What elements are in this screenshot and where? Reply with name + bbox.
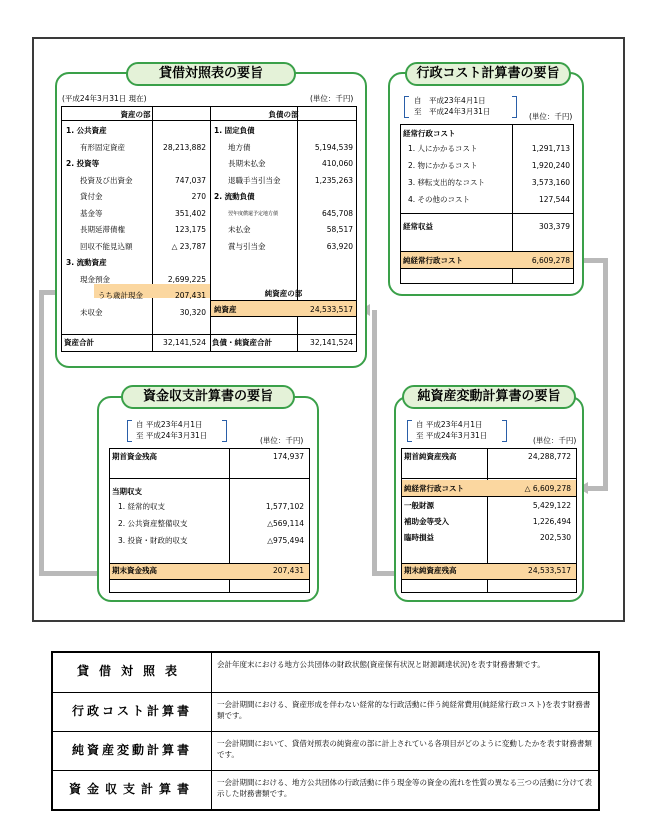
- bs-liability-label: 1. 固定負債: [214, 126, 255, 135]
- nw-item-value: △ 6,609,278: [524, 484, 571, 493]
- glossary-desc: 一会計期間において、貸借対照表の純資産の部に計上されている各項目がどのように変動したかを表す財務書類です。: [217, 739, 592, 759]
- bs-asset-value: 270: [191, 192, 206, 201]
- bs-asset-label: 3. 流動資産: [66, 258, 107, 267]
- bs-liability-label: 長期未払金: [228, 159, 266, 168]
- bs-liab-total-label: 負債・純資産合計: [212, 338, 272, 347]
- bs-asset-label: 貸付金: [80, 192, 103, 201]
- connector-nw-in: [587, 486, 608, 491]
- bs-asset-label: 未収金: [80, 307, 103, 317]
- cf-item-value: △975,494: [267, 536, 304, 545]
- glossary-label: 貸借対照表: [76, 664, 187, 678]
- ac-item-value: 1,291,713: [531, 144, 570, 153]
- bs-liability-value: 63,920: [326, 241, 353, 251]
- bs-asset-label: 回収不能見込額: [80, 241, 133, 251]
- bs-asset-value: 351,402: [174, 208, 206, 218]
- glossary-row-nw: [53, 732, 598, 768]
- ac-item-value: 1,920,240: [531, 161, 570, 170]
- cf-item-value: △569,114: [267, 519, 304, 528]
- nw-start-label: 期首純資産残高: [404, 452, 457, 461]
- statements-glossary: [51, 651, 600, 811]
- ac-net-label: 純経常行政コスト: [403, 256, 463, 265]
- connector-cf-to-bs: [39, 290, 44, 575]
- cf-end-label: 期末資金残高: [112, 566, 157, 575]
- ac-item-label: 1. 人にかかるコスト: [408, 144, 478, 153]
- glossary-desc: 一会計期間における、地方公共団体の行政活動に伴う現金等の資金の流れを性質の異なる三つの活動に分けて表示した財務書類です。: [217, 778, 592, 798]
- cf-item-label: 2. 公共資産整備収支: [118, 519, 188, 528]
- cf-item-label: 1. 経常的収支: [118, 502, 166, 511]
- nw-item-value: 202,530: [539, 533, 571, 542]
- bs-asset-label: 有形固定資産: [80, 142, 125, 152]
- cf-start-value: 174,937: [272, 452, 304, 461]
- glossary-desc: 一会計期間における、資産形成を伴わない経常的な行政活動に伴う純経常費用(純経常行政コスト)を表す財務書類です。: [217, 700, 591, 720]
- bs-liab-total-value: 32,141,524: [310, 338, 353, 347]
- bs-date: (平成24年3月31日 現在): [62, 94, 147, 103]
- admin-cost-title: 行政コスト計算書の要旨: [405, 62, 571, 86]
- nw-item-value: 5,429,122: [532, 501, 571, 510]
- nw-item-label: 純経常行政コスト: [404, 484, 464, 493]
- bs-asset-value: 747,037: [174, 175, 206, 185]
- glossary-label: 資金収支計算書: [68, 782, 195, 796]
- bs-liab-header: 負債の部: [268, 110, 299, 119]
- cf-end-value: 207,431: [272, 566, 304, 575]
- bs-liability-label: 翌年度償還予定地方債: [228, 210, 279, 217]
- bs-liability-label: 退職手当引当金: [228, 175, 281, 185]
- ac-revenue-label: 経常収益: [403, 222, 433, 231]
- ac-revenue-value: 303,379: [538, 222, 570, 231]
- bs-asset-label: うち歳計現金: [98, 291, 143, 300]
- nw-start-value: 24,288,772: [528, 452, 571, 461]
- bs-asset-value: 207,431: [174, 291, 206, 300]
- nw-period-to: 至 平成24年3月31日: [416, 431, 488, 440]
- ac-unit: (単位：千円): [529, 112, 573, 121]
- bs-asset-label: 現金預金: [80, 274, 110, 284]
- cf-section: 当期収支: [112, 487, 142, 496]
- bs-net-label: 純資産: [214, 305, 237, 314]
- bs-liability-label: 未払金: [228, 225, 251, 234]
- ac-period-to: 至 平成24年3月31日: [414, 107, 491, 116]
- bs-net-header: 純資産の部: [264, 289, 303, 298]
- cash-flow-title: 資金収支計算書の要旨: [121, 385, 295, 409]
- cf-item-label: 3. 投資・財政的収支: [118, 536, 188, 545]
- net-assets-change-title: 純資産変動計算書の要旨: [402, 385, 576, 409]
- bs-net-value: 24,533,517: [310, 305, 353, 314]
- nw-end-label: 期末純資産残高: [404, 566, 457, 575]
- ac-item-label: 2. 物にかかるコスト: [408, 161, 478, 170]
- cf-unit: (単位：千円): [260, 436, 304, 445]
- connector-mid-vertical: [372, 310, 377, 576]
- bs-asset-label: 基金等: [80, 208, 103, 218]
- bs-assets-total-label: 資産合計: [64, 338, 94, 347]
- bs-asset-value: 123,175: [174, 225, 206, 234]
- nw-unit: (単位：千円): [533, 436, 577, 445]
- nw-item-label: 補助金等受入: [404, 517, 449, 526]
- bs-asset-label: 2. 投資等: [66, 159, 100, 168]
- bs-liability-label: 2. 流動負債: [214, 192, 255, 201]
- glossary-row-ac: [53, 693, 598, 729]
- ac-item-label: 3. 移転支出的なコスト: [408, 178, 486, 187]
- bs-asset-value: 30,320: [179, 307, 206, 317]
- bs-asset-value: △ 23,787: [171, 241, 206, 251]
- bs-asset-value: 2,699,225: [167, 274, 206, 284]
- nw-item-label: 一般財源: [404, 501, 434, 510]
- nw-end-value: 24,533,517: [528, 566, 571, 575]
- bs-liability-value: 645,708: [321, 208, 353, 218]
- ac-net-value: 6,609,278: [531, 256, 570, 265]
- bs-unit: (単位：千円): [310, 94, 354, 103]
- bs-assets-header: 資産の部: [120, 110, 151, 119]
- bs-asset-label: 長期延滞債権: [80, 225, 125, 234]
- cf-period-from: 自 平成23年4月1日: [136, 420, 203, 429]
- bs-liability-value: 1,235,263: [314, 175, 353, 185]
- glossary-label: 純資産変動計算書: [71, 743, 192, 757]
- bs-liability-value: 410,060: [321, 159, 353, 168]
- cf-period-to: 至 平成24年3月31日: [136, 431, 208, 440]
- connector-right-vertical: [603, 258, 608, 490]
- cf-start-label: 期首資金残高: [112, 452, 157, 461]
- nw-item-label: 臨時損益: [404, 533, 434, 542]
- ac-section: 経常行政コスト: [403, 129, 456, 138]
- ac-item-value: 3,573,160: [531, 178, 570, 187]
- ac-item-value: 127,544: [538, 195, 570, 204]
- bs-liability-value: 58,517: [326, 225, 353, 234]
- bs-asset-label: 投資及び出資金: [80, 175, 133, 185]
- glossary-desc: 会計年度末における地方公共団体の財政状態(資産保有状況と財源調達状況)を表す財務書類です。: [217, 660, 545, 669]
- bs-asset-label: 1. 公共資産: [66, 126, 107, 135]
- ac-item-label: 4. その他のコスト: [408, 195, 471, 204]
- bs-liability-label: 地方債: [228, 142, 251, 152]
- nw-item-value: 1,226,494: [532, 517, 571, 526]
- nw-period-from: 自 平成23年4月1日: [416, 420, 483, 429]
- bs-liability-value: 5,194,539: [314, 142, 353, 152]
- cf-item-value: 1,577,102: [265, 502, 304, 511]
- bs-assets-total-value: 32,141,524: [163, 338, 206, 347]
- glossary-row-bs: [53, 653, 598, 689]
- bs-liability-label: 賞与引当金: [228, 241, 266, 251]
- balance-sheet-title: 貸借対照表の要旨: [126, 62, 296, 86]
- bs-asset-value: 28,213,882: [163, 142, 206, 152]
- glossary-row-cf: [53, 771, 598, 807]
- glossary-label: 行政コスト計算書: [71, 704, 192, 718]
- ac-period-from: 自 平成23年4月1日: [414, 96, 486, 105]
